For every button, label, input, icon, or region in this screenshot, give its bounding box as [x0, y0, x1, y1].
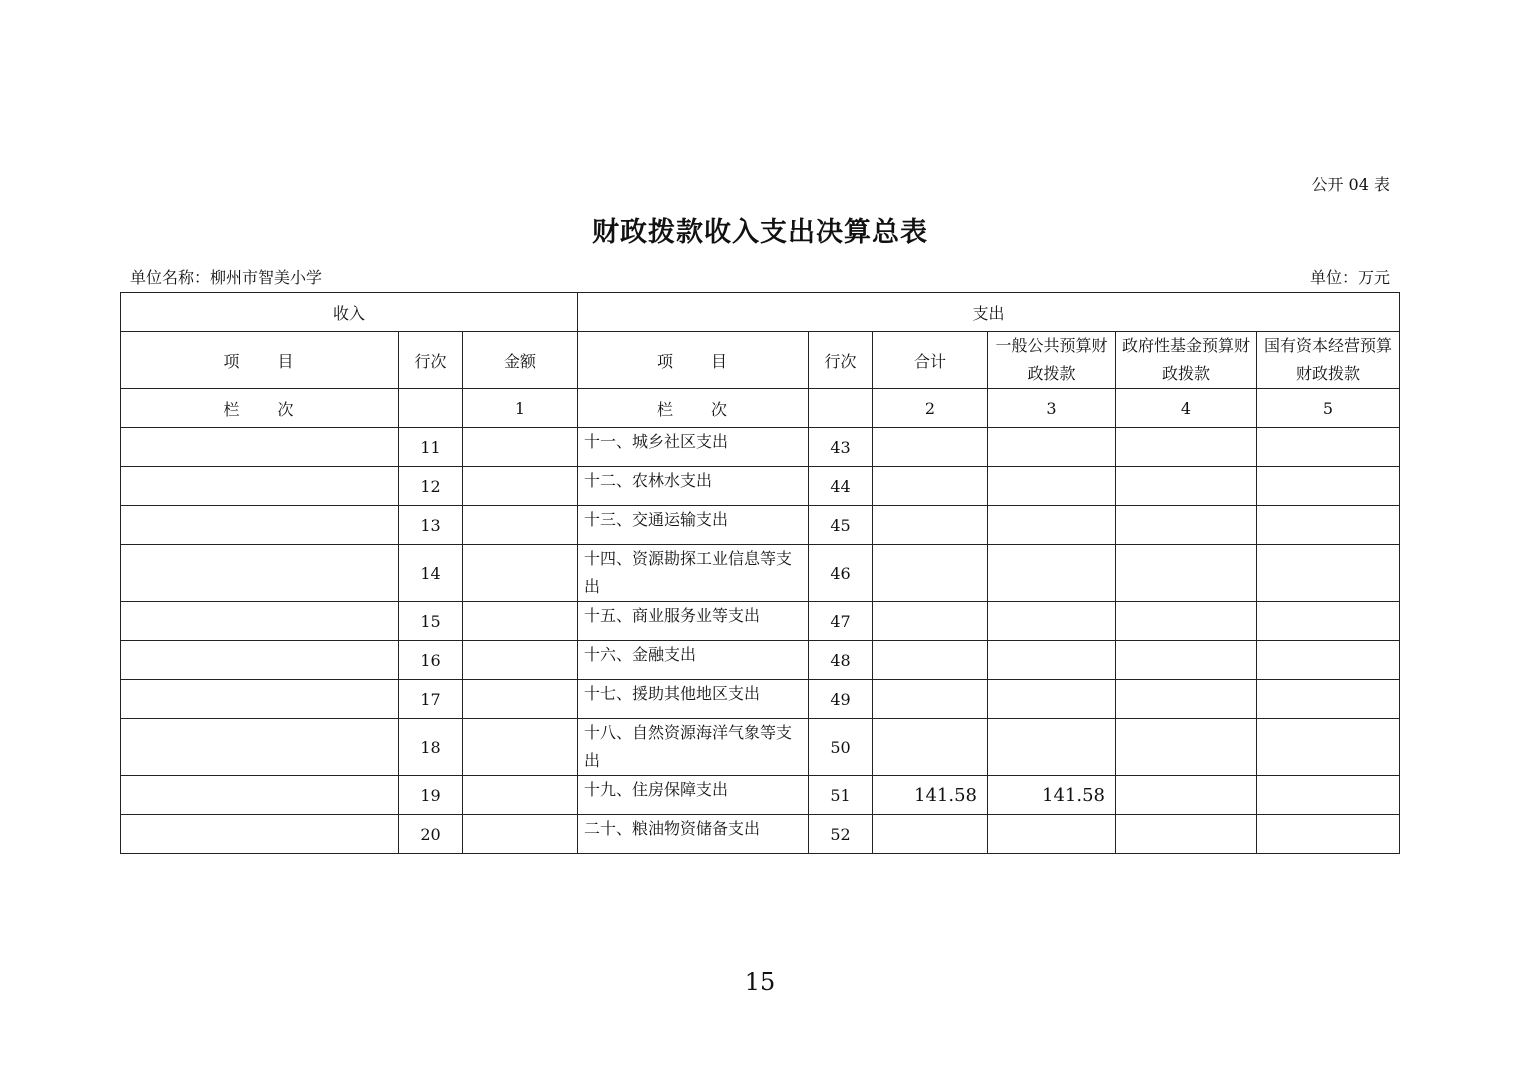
empty-cell — [809, 389, 873, 428]
general-value — [988, 467, 1116, 506]
total-value — [873, 467, 988, 506]
col-number-5: 5 — [1257, 389, 1400, 428]
gov-fund-value — [1116, 467, 1257, 506]
general-value — [988, 641, 1116, 680]
expense-row-no: 51 — [809, 776, 873, 815]
expense-item: 十三、交通运输支出 — [578, 506, 809, 545]
income-row-no: 13 — [399, 506, 463, 545]
income-amount — [463, 680, 578, 719]
col-number-2: 2 — [873, 389, 988, 428]
income-item — [121, 719, 399, 776]
total-value: 141.58 — [873, 776, 988, 815]
total-value — [873, 719, 988, 776]
general-value — [988, 815, 1116, 854]
income-header: 收入 — [121, 293, 578, 332]
income-amount-header: 金额 — [463, 332, 578, 389]
total-value — [873, 815, 988, 854]
income-row-no: 19 — [399, 776, 463, 815]
state-capital-value — [1257, 719, 1400, 776]
unit-label: 单位：万元 — [1309, 268, 1390, 287]
income-item — [121, 506, 399, 545]
general-value — [988, 428, 1116, 467]
expense-item: 十七、援助其他地区支出 — [578, 680, 809, 719]
gov-fund-value — [1116, 680, 1257, 719]
expense-item: 十八、自然资源海洋气象等支出 — [578, 719, 809, 776]
income-item-header: 项 目 — [121, 332, 399, 389]
expense-item: 二十、粮油物资储备支出 — [578, 815, 809, 854]
total-value — [873, 680, 988, 719]
expense-item: 十五、商业服务业等支出 — [578, 602, 809, 641]
expense-row-no: 47 — [809, 602, 873, 641]
income-amount — [463, 776, 578, 815]
expense-row-no-header: 行次 — [809, 332, 873, 389]
expense-row-no: 52 — [809, 815, 873, 854]
col-number-3: 3 — [988, 389, 1116, 428]
total-value — [873, 506, 988, 545]
income-amount — [463, 428, 578, 467]
page-number: 15 — [744, 968, 776, 996]
table-row — [121, 680, 1400, 719]
table-row — [121, 719, 1400, 776]
col-number-4: 4 — [1116, 389, 1257, 428]
state-capital-value — [1257, 467, 1400, 506]
unit-name: 单位名称：柳州市智美小学 — [130, 268, 323, 287]
income-row-no: 14 — [399, 545, 463, 602]
state-capital-value — [1257, 428, 1400, 467]
income-item — [121, 467, 399, 506]
expense-item: 十九、住房保障支出 — [578, 776, 809, 815]
expense-row-no: 45 — [809, 506, 873, 545]
state-capital-value — [1257, 602, 1400, 641]
income-column-label: 栏 次 — [121, 389, 399, 428]
general-value — [988, 602, 1116, 641]
gov-fund-value — [1116, 719, 1257, 776]
total-header: 合计 — [873, 332, 988, 389]
expense-item-header: 项 目 — [578, 332, 809, 389]
gov-fund-value — [1116, 602, 1257, 641]
total-value — [873, 545, 988, 602]
state-capital-value — [1257, 506, 1400, 545]
total-value — [873, 428, 988, 467]
income-row-no: 15 — [399, 602, 463, 641]
general-value — [988, 680, 1116, 719]
income-row-no: 12 — [399, 467, 463, 506]
general-budget-header: 一般公共预算财政拨款 — [988, 332, 1116, 389]
general-value — [988, 719, 1116, 776]
total-value — [873, 641, 988, 680]
gov-fund-value — [1116, 815, 1257, 854]
budget-table — [120, 292, 1400, 854]
expense-column-label: 栏 次 — [578, 389, 809, 428]
gov-fund-header: 政府性基金预算财政拨款 — [1116, 332, 1257, 389]
page-title: 财政拨款收入支出决算总表 — [592, 217, 928, 248]
income-item — [121, 815, 399, 854]
state-capital-value — [1257, 545, 1400, 602]
income-amount — [463, 506, 578, 545]
income-row-no-header: 行次 — [399, 332, 463, 389]
expense-item: 十二、农林水支出 — [578, 467, 809, 506]
table-row — [121, 641, 1400, 680]
expense-row-no: 49 — [809, 680, 873, 719]
gov-fund-value — [1116, 641, 1257, 680]
income-row-no: 20 — [399, 815, 463, 854]
income-row-no: 11 — [399, 428, 463, 467]
table-row — [121, 506, 1400, 545]
state-capital-value — [1257, 641, 1400, 680]
general-value — [988, 545, 1116, 602]
state-capital-value — [1257, 680, 1400, 719]
general-value — [988, 506, 1116, 545]
income-amount — [463, 815, 578, 854]
expense-row-no: 50 — [809, 719, 873, 776]
expense-item: 十四、资源勘探工业信息等支出 — [578, 545, 809, 602]
income-amount — [463, 641, 578, 680]
table-row — [121, 545, 1400, 602]
form-code: 公开 04 表 — [1311, 175, 1390, 194]
income-amount — [463, 719, 578, 776]
gov-fund-value — [1116, 428, 1257, 467]
income-row-no: 16 — [399, 641, 463, 680]
gov-fund-value — [1116, 545, 1257, 602]
income-row-no: 18 — [399, 719, 463, 776]
col-number-1: 1 — [463, 389, 578, 428]
column-number-row — [121, 389, 1400, 428]
gov-fund-value — [1116, 506, 1257, 545]
expense-header: 支出 — [578, 293, 1400, 332]
income-item — [121, 776, 399, 815]
expense-row-no: 48 — [809, 641, 873, 680]
table-row — [121, 602, 1400, 641]
state-capital-header: 国有资本经营预算财政拨款 — [1257, 332, 1400, 389]
income-amount — [463, 467, 578, 506]
expense-item: 十一、城乡社区支出 — [578, 428, 809, 467]
income-item — [121, 545, 399, 602]
income-item — [121, 680, 399, 719]
total-value — [873, 602, 988, 641]
header-row-columns — [121, 332, 1400, 389]
general-value: 141.58 — [988, 776, 1116, 815]
table-row — [121, 428, 1400, 467]
empty-cell — [399, 389, 463, 428]
table-row — [121, 776, 1400, 815]
expense-item: 十六、金融支出 — [578, 641, 809, 680]
expense-row-no: 44 — [809, 467, 873, 506]
income-amount — [463, 545, 578, 602]
table-row — [121, 815, 1400, 854]
state-capital-value — [1257, 776, 1400, 815]
income-item — [121, 641, 399, 680]
state-capital-value — [1257, 815, 1400, 854]
gov-fund-value — [1116, 776, 1257, 815]
header-row-sections — [121, 293, 1400, 332]
expense-row-no: 46 — [809, 545, 873, 602]
income-item — [121, 602, 399, 641]
income-amount — [463, 602, 578, 641]
income-row-no: 17 — [399, 680, 463, 719]
income-item — [121, 428, 399, 467]
expense-row-no: 43 — [809, 428, 873, 467]
table-row — [121, 467, 1400, 506]
